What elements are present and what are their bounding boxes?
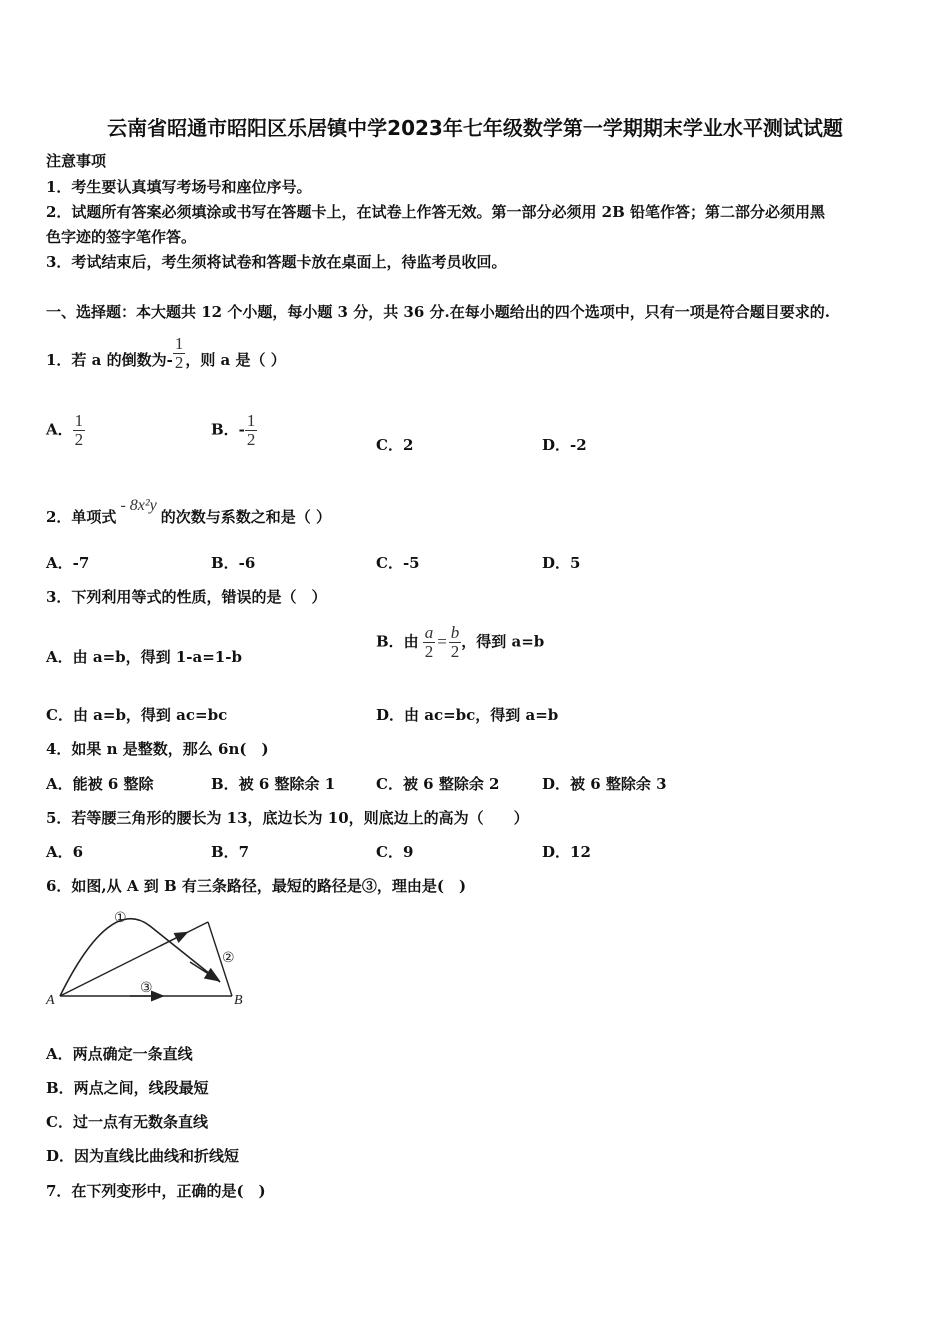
q4-option-a[interactable]: A．能被 6 整除 [46, 775, 154, 793]
fraction-numerator: a [424, 623, 434, 642]
path-3-label: ③ [140, 980, 153, 996]
question-1-stem [46, 333, 286, 372]
fraction-denominator: 2 [246, 430, 256, 449]
q4-option-b[interactable]: B．被 6 整除余 1 [211, 775, 336, 793]
q2-option-b[interactable]: B．-6 [211, 554, 256, 572]
question-4-stem: 4．如果 n 是整数，那么 6n( ) [46, 740, 269, 758]
section-heading: 一、选择题：本大题共 12 个小题，每小题 3 分，共 36 分.在每小题给出的四个选项中，只有一项是符合题目要求的. [46, 303, 830, 321]
point-a-label: A [46, 993, 55, 1008]
path-1-label: ① [114, 910, 127, 926]
fraction-numerator: b [450, 623, 460, 642]
point-b-label: B [234, 993, 243, 1008]
option-label: B．由 [376, 632, 419, 651]
q2-option-c[interactable]: C．-5 [376, 554, 420, 572]
fraction [423, 624, 436, 661]
q4-option-d[interactable]: D．被 6 整除余 3 [542, 775, 667, 793]
notice-item: 3．考试结束后，考生须将试卷和答题卡放在桌面上，待监考员收回。 [46, 253, 507, 271]
question-2-stem [46, 497, 331, 528]
q5-option-c[interactable]: C．9 [376, 843, 414, 861]
page-title: 云南省昭通市昭阳区乐居镇中学2023年七年级数学第一学期期末学业水平测试试题 [107, 116, 843, 140]
q2-option-a[interactable]: A．-7 [46, 554, 90, 572]
option-label: A． [46, 420, 73, 439]
q1-option-b[interactable] [211, 412, 257, 449]
q3-option-b[interactable] [376, 624, 544, 661]
q2-option-d[interactable]: D．5 [542, 554, 581, 572]
equals-sign: = [437, 631, 447, 651]
question-7-stem: 7．在下列变形中，正确的是( ) [46, 1182, 266, 1200]
fraction-denominator: 2 [450, 642, 460, 661]
question-2-stem-a: 2．单项式 [46, 508, 117, 526]
notice-item: 色字迹的签字笔作答。 [46, 228, 197, 246]
fraction [173, 335, 186, 372]
notice-item: 2．试题所有答案必须填涂或书写在答题卡上，在试卷上作答无效。第一部分必须用 2B 铅笔作答；第二部分必须用黑 [46, 203, 826, 221]
monomial-expression: - 8x²y [120, 497, 157, 514]
q5-option-d[interactable]: D．12 [542, 843, 591, 861]
q6-option-a[interactable]: A．两点确定一条直线 [46, 1045, 193, 1063]
question-5-stem: 5．若等腰三角形的腰长为 13，底边长为 10，则底边上的高为（ ） [46, 809, 529, 827]
q3-option-c[interactable]: C．由 a=b，得到 ac=bc [46, 706, 228, 724]
fraction-numerator: 1 [74, 411, 84, 430]
fraction-numerator: 1 [246, 411, 256, 430]
q6-option-d[interactable]: D．因为直线比曲线和折线短 [46, 1147, 240, 1165]
q3-option-a[interactable]: A．由 a=b，得到 1-a=1-b [46, 648, 242, 666]
fraction [245, 412, 258, 449]
path-2-label: ② [222, 950, 235, 966]
option-text: ，得到 a=b [461, 632, 545, 651]
q6-option-c[interactable]: C．过一点有无数条直线 [46, 1113, 208, 1131]
fraction [449, 624, 462, 661]
path-diagram [40, 900, 270, 1015]
q5-option-a[interactable]: A．6 [46, 843, 84, 861]
q5-option-b[interactable]: B．7 [211, 843, 250, 861]
q3-option-d[interactable]: D．由 ac=bc，得到 a=b [376, 706, 559, 724]
fraction-denominator: 2 [424, 642, 434, 661]
question-3-stem: 3．下列利用等式的性质，错误的是（ ） [46, 588, 327, 606]
notice-item: 1．考生要认真填写考场号和座位序号。 [46, 178, 312, 196]
q1-option-d[interactable]: D．-2 [542, 436, 587, 454]
fraction-denominator: 2 [174, 352, 184, 372]
question-6-stem: 6．如图,从 A 到 B 有三条路径，最短的路径是③，理由是( ) [46, 877, 467, 895]
q1-option-c[interactable]: C．2 [376, 436, 414, 454]
fraction-denominator: 2 [74, 430, 84, 449]
option-label: B．- [211, 420, 245, 439]
fraction [73, 412, 86, 449]
q1-option-a[interactable] [46, 412, 85, 449]
question-1-stem-b: ，则 a 是（ ） [185, 351, 286, 369]
curve-arrow [190, 962, 218, 980]
q6-option-b[interactable]: B．两点之间，线段最短 [46, 1079, 209, 1097]
fraction-numerator: 1 [174, 333, 184, 353]
question-2-stem-b: 的次数与系数之和是（ ） [160, 508, 331, 526]
question-1-stem-a: 1．若 a 的倒数为- [46, 351, 173, 369]
notice-heading: 注意事项 [46, 152, 107, 170]
q4-option-c[interactable]: C．被 6 整除余 2 [376, 775, 500, 793]
